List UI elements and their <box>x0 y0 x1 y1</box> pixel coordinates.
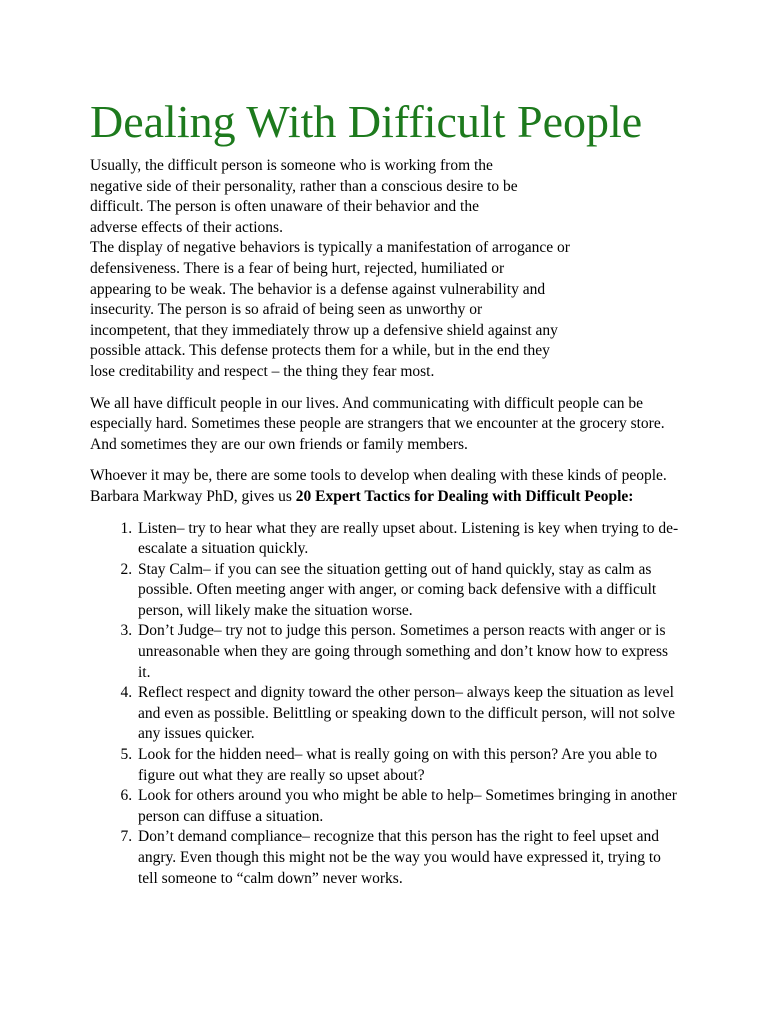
intro-line: possible attack. This defense protects them for a while, but in the end they <box>90 342 550 360</box>
document-title: Dealing With Difficult People <box>90 96 643 147</box>
intro-line: incompetent, that they immediately throw up a defensive shield against any <box>90 321 558 339</box>
paragraph-difficult-people: We all have difficult people in our lives. And communicating with difficult people can be especially hard. Sometimes these people are strangers that we encounter at the grocery store. And sometimes they are our own friends or family members. <box>90 394 665 453</box>
intro-line: difficult. The person is often unaware of their behavior and the <box>90 198 479 216</box>
intro-line: adverse effects of their actions. <box>90 218 283 236</box>
document-page <box>90 96 680 889</box>
list-item: 2. Stay Calm– if you can see the situation getting out of hand quickly, stay as calm as possible. Often meeting anger with anger, or coming back defensive with a difficult person, will likely make the situation worse. <box>136 560 680 622</box>
intro-line: appearing to be weak. The behavior is a defense against vulnerability and <box>90 280 546 298</box>
list-item: 7. Don’t demand compliance– recognize that this person has the right to feel upset and angry. Even though this might not be the way you would have expressed it, trying to tell someone to “calm down” never works. <box>136 827 680 889</box>
intro-line: The display of negative behaviors is typically a manifestation of arrogance or <box>90 239 570 257</box>
intro-line: defensiveness. There is a fear of being hurt, rejected, humiliated or <box>90 259 505 277</box>
list-item: 1. Listen– try to hear what they are really upset about. Listening is key when trying to de-escalate a situation quickly. <box>136 519 680 560</box>
intro-line: insecurity. The person is so afraid of being seen as unworthy or <box>90 301 483 319</box>
intro-line: negative side of their personality, rather than a conscious desire to be <box>90 177 518 195</box>
list-item: 4. Reflect respect and dignity toward the other person– always keep the situation as level and even as possible. Belittling or speaking down to the difficult person, will not solve any issues quicker. <box>136 683 680 745</box>
intro-line: Usually, the difficult person is someone who is working from the <box>90 157 493 174</box>
list-item: 3. Don’t Judge– try not to judge this person. Sometimes a person reacts with anger or is unreasonable when they are going through something and don’t know how to express it. <box>136 621 680 683</box>
intro-paragraph <box>90 156 680 383</box>
intro-line: lose creditability and respect – the thing they fear most. <box>90 362 435 380</box>
paragraph-tools-text: Whoever it may be, there are some tools to develop when dealing with these kinds of people. Barbara Markway PhD, gives us <box>90 467 667 505</box>
list-item: 6. Look for others around you who might be able to help– Sometimes bringing in another person can diffuse a situation. <box>136 786 680 827</box>
paragraph-tools <box>90 466 680 507</box>
tactics-list <box>90 519 680 890</box>
tactics-heading: 20 Expert Tactics for Dealing with Difficult People: <box>295 487 634 505</box>
list-item: 5. Look for the hidden need– what is really going on with this person? Are you able to figure out what they are really so upset about? <box>136 745 680 786</box>
